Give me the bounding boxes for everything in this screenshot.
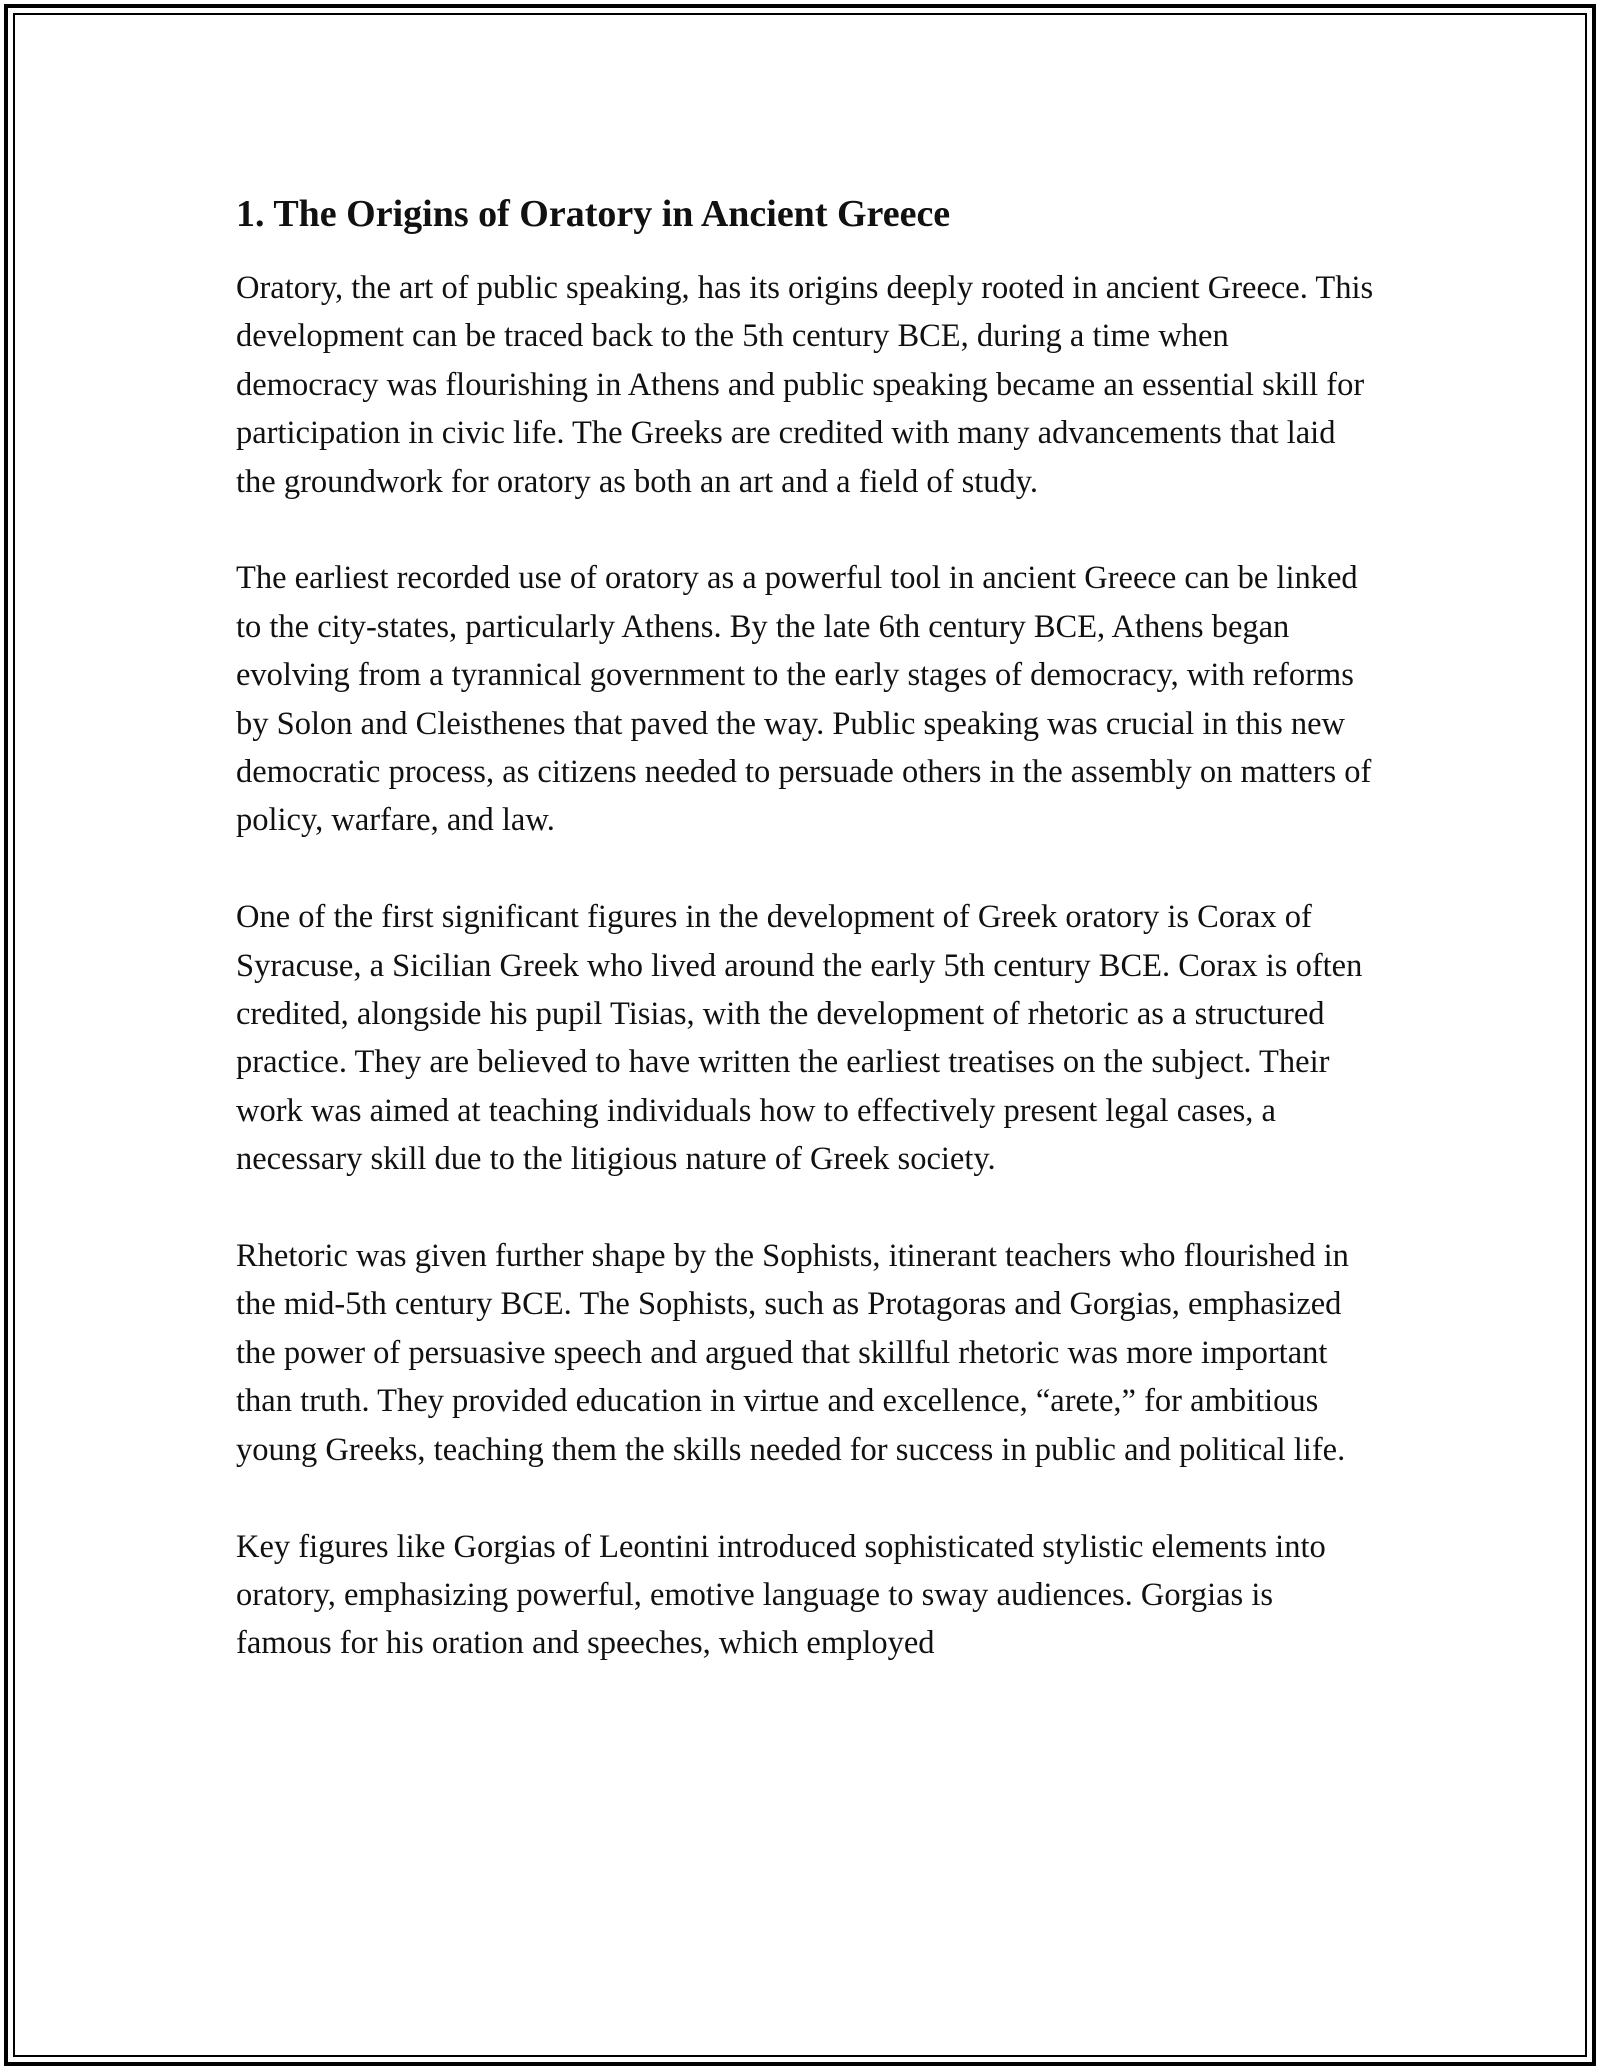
- paragraph-gorgias: Key figures like Gorgias of Leontini introduced sophisticated stylistic elements into oratory, emphasizing powerful, emotive language to sway audiences. Gorgias is famous for his oration and speeches, which employed: [236, 1528, 1326, 1662]
- section-heading: 1. The Origins of Oratory in Ancient Greece: [236, 193, 951, 235]
- document-body: [236, 186, 1376, 1716]
- paragraph-earliest-use: The earliest recorded use of oratory as a powerful tool in ancient Greece can be linked to the city-states, particularly Athens. By the late 6th century BCE, Athens began evolving from a tyrannical government to the early stages of democracy, with reforms by Solon and Cleisthenes that paved the way. Public speaking was crucial in this new democratic process, as citizens needed to persuade others in the assembly on matters of policy, warfare, and law.: [236, 560, 1372, 839]
- paragraph-sophists: Rhetoric was given further shape by the Sophists, itinerant teachers who flourished in the mid-5th century BCE. The Sophists, such as Protagoras and Gorgias, emphasized the power of persuasive speech and argued that skillful rhetoric was more important than truth. They provided education in virtue and excellence, “arete,” for ambitious young Greeks, teaching them the skills needed for success in public and political life.: [236, 1238, 1349, 1468]
- paragraph-origins: Oratory, the art of public speaking, has its origins deeply rooted in ancient Greece. This development can be traced back to the 5th century BCE, during a time when democracy was flourishing in Athens and public speaking became an essential skill for participation in civic life. The Greeks are credited with many advancements that laid the groundwork for oratory as both an art and a field of study.: [236, 270, 1374, 500]
- paragraph-corax: One of the first significant figures in the development of Greek oratory is Corax of Syracuse, a Sicilian Greek who lived around the early 5th century BCE. Corax is often credited, alongside his pupil Tisias, with the development of rhetoric as a structured practice. They are believed to have written the earliest treatises on the subject. Their work was aimed at teaching individuals how to effectively present legal cases, a necessary skill due to the litigious nature of Greek society.: [236, 899, 1363, 1178]
